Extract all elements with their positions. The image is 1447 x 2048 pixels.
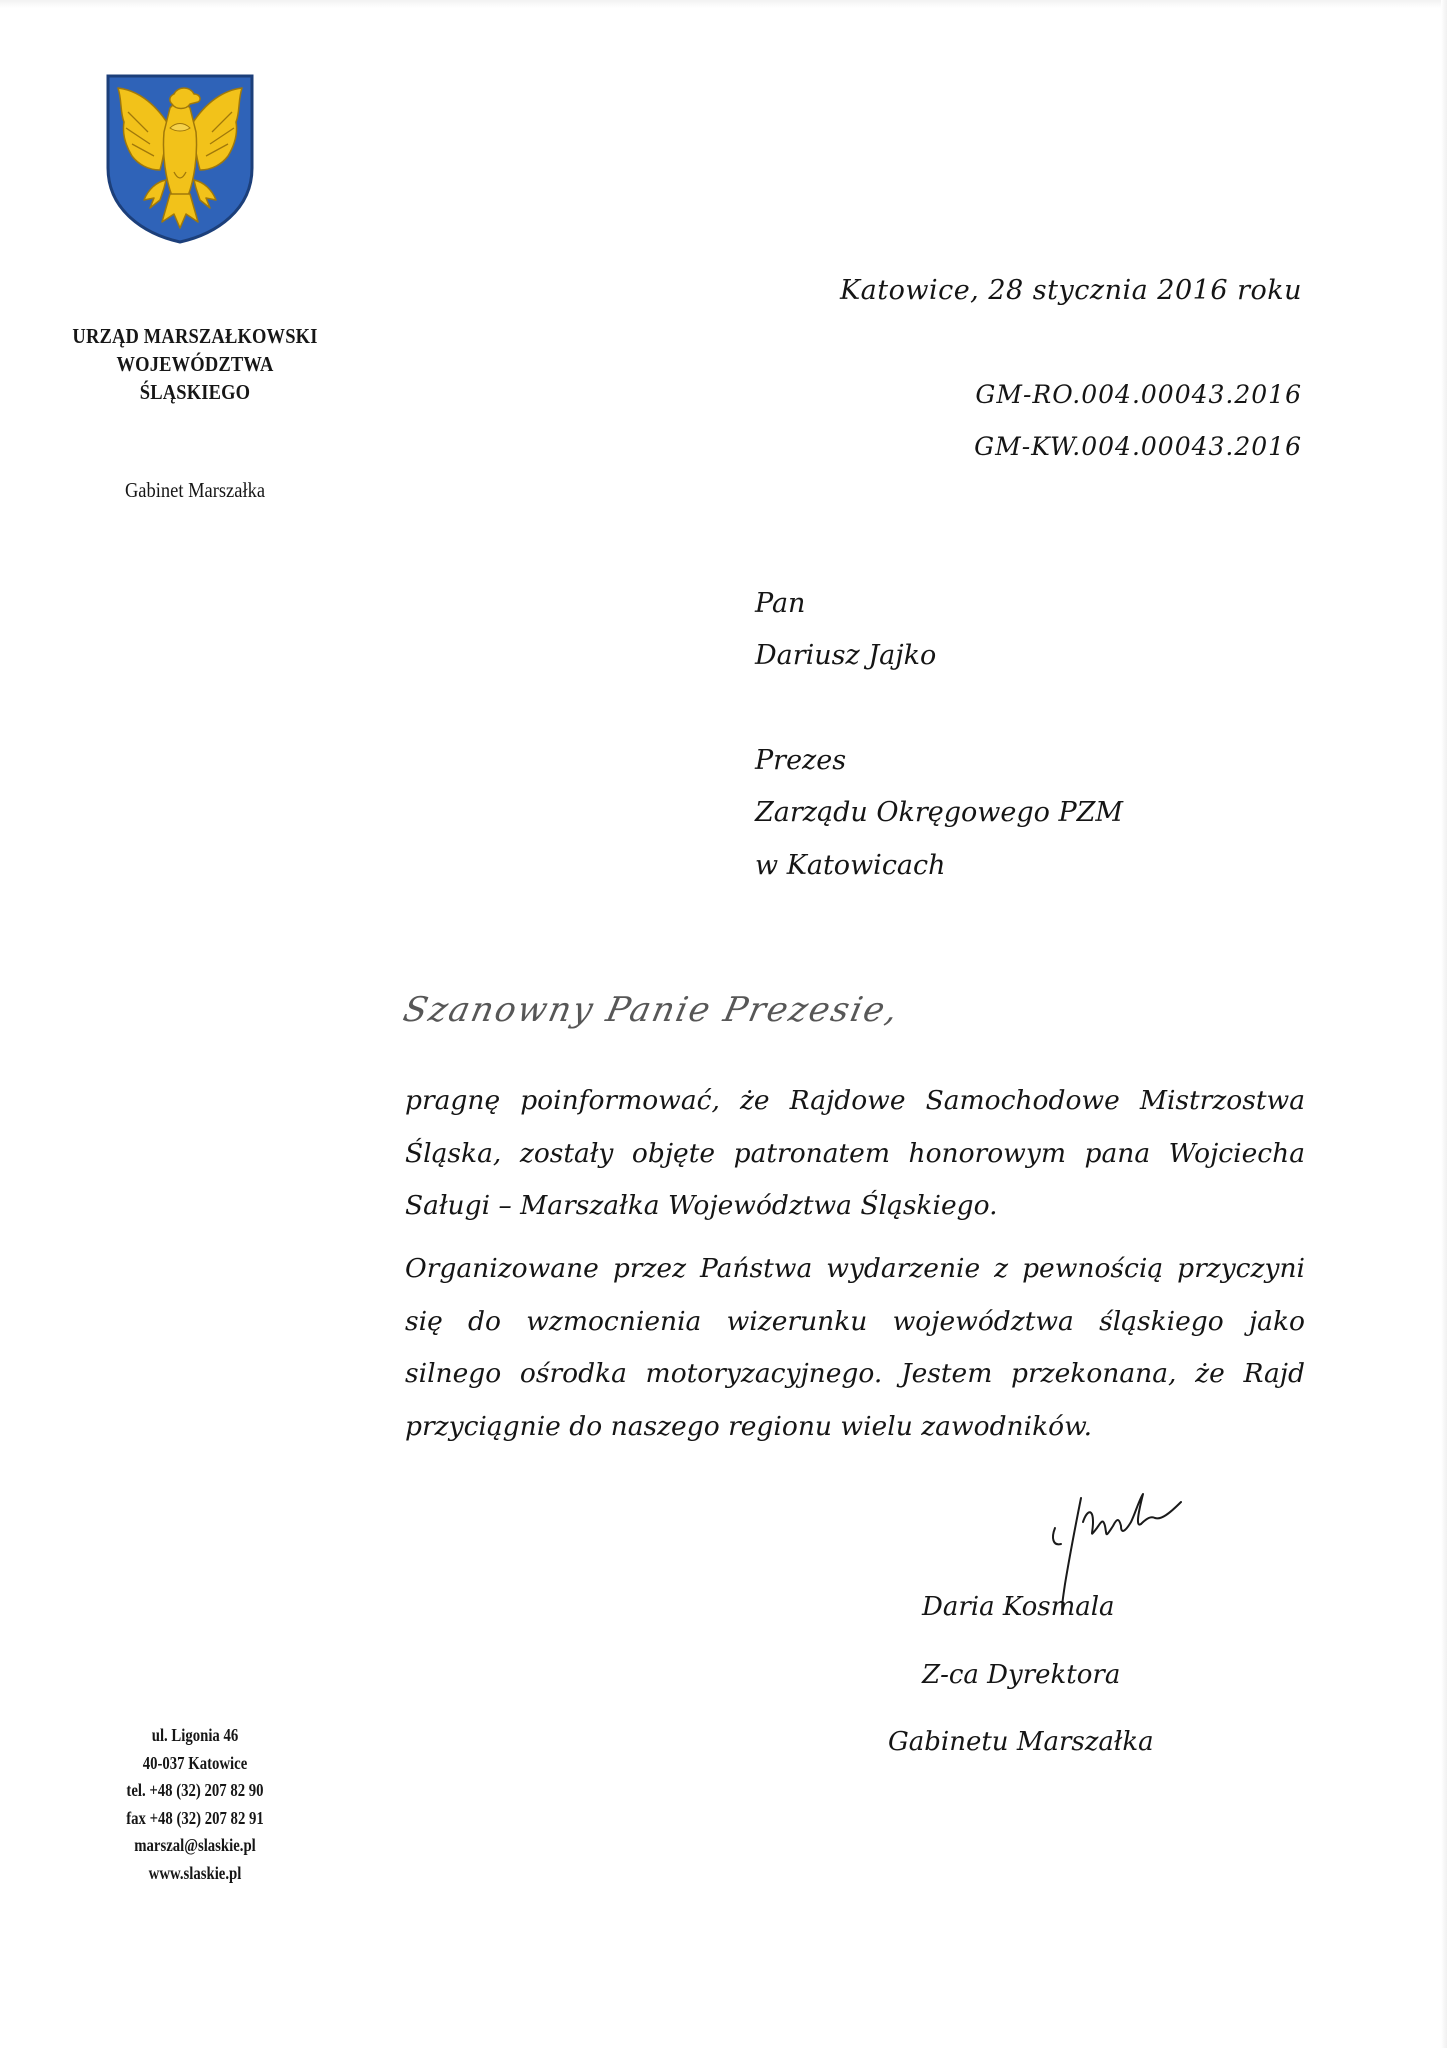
office-line-3: ŚLĄSKIEGO (139, 380, 251, 404)
address-website: www.slaskie.pl (148, 1862, 242, 1883)
recipient-city: w Katowicach (755, 850, 946, 881)
office-line-2: WOJEWÓDZTWA (116, 352, 274, 376)
recipient-organization: Zarządu Okręgowego PZM (755, 797, 1124, 828)
coat-of-arms-icon (104, 72, 256, 244)
address-phone: tel. +48 (32) 207 82 90 (126, 1780, 264, 1800)
sender-address (93, 1722, 298, 1887)
cabinet-name: Gabinet Marszałka (124, 478, 266, 502)
address-street: ul. Ligonia 46 (151, 1725, 239, 1745)
signatory-name: Daria Kosmala (922, 1592, 1115, 1622)
reference-number: GM-RO.004.00043.2016 (975, 380, 1302, 409)
recipient-name: Dariusz Jajko (755, 640, 937, 671)
reference-number: GM-KW.004.00043.2016 (974, 432, 1302, 461)
address-email: marszal@slaskie.pl (134, 1835, 256, 1855)
body-paragraph: Organizowane przez Państwa wydarzenie z pewnością przyczyni się do wzmocnienia wizerunku województwa śląskiego jako silnego ośrodka motoryzacyjnego. Jestem przekonana, że Rajd przyciągnie do naszego regionu wielu zawodników. (405, 1253, 1305, 1442)
signatory-role: Z-ca Dyrektora (922, 1660, 1121, 1690)
address-city: 40-037 Katowice (142, 1752, 248, 1773)
address-fax: fax +48 (32) 207 82 91 (126, 1807, 264, 1828)
signatory-unit: Gabinetu Marszałka (888, 1727, 1154, 1757)
place-date: Katowice, 28 stycznia 2016 roku (839, 275, 1302, 306)
body-paragraph: pragnę poinformować, że Rajdowe Samochodowe Mistrzostwa Śląska, zostały objęte patronatem honorowym pana Wojciecha Saługi – Marszałka Województwa Śląskiego. (405, 1085, 1305, 1221)
page-edge-shadow (0, 0, 1447, 8)
recipient-title: Pan (755, 588, 806, 619)
recipient-position: Prezes (755, 745, 847, 776)
office-name (59, 322, 332, 406)
page-edge-shadow-right (1441, 0, 1447, 2048)
office-line-1: URZĄD MARSZAŁKOWSKI (72, 324, 318, 348)
handwritten-greeting: Szanowny Panie Prezesie, (399, 990, 903, 1030)
